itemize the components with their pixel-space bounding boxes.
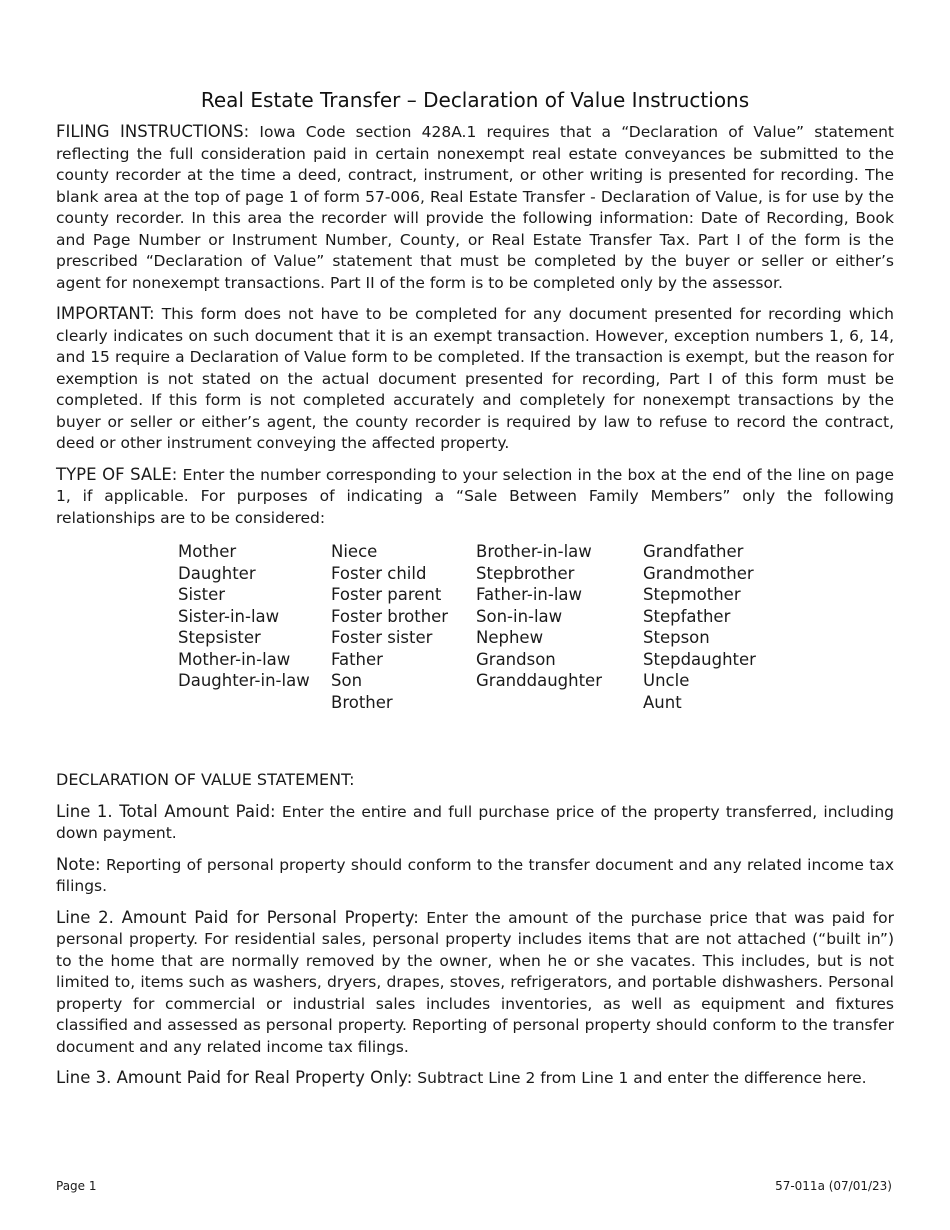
relationship-item: Foster parent — [331, 585, 442, 604]
relationships-column-4 — [643, 541, 756, 713]
relationship-item: Sister — [178, 585, 226, 604]
relationship-item: Grandmother — [643, 563, 754, 583]
note-paragraph — [56, 854, 894, 898]
relationship-item: Stepdaughter — [643, 649, 756, 669]
relationship-item: Stepbrother — [476, 563, 575, 583]
relationships-table — [178, 541, 894, 711]
relationship-item: Stepson — [643, 628, 710, 647]
line-2-label: Line 2. Amount Paid for Personal Property: — [56, 907, 419, 927]
relationship-item: Foster child — [331, 563, 427, 583]
relationship-item: Brother — [331, 692, 393, 712]
relationship-item: Brother-in-law — [476, 542, 592, 561]
relationship-item: Stepmother — [643, 585, 741, 604]
relationship-item: Niece — [331, 542, 378, 561]
relationship-item: Foster brother — [331, 606, 449, 626]
note-label: Note: — [56, 854, 101, 874]
document-page — [56, 88, 894, 1099]
relationship-item: Foster sister — [331, 628, 433, 647]
page-title: Real Estate Transfer – Declaration of Value Instructions — [200, 88, 750, 112]
relationship-item: Father-in-law — [476, 585, 583, 604]
relationship-item: Aunt — [643, 692, 682, 712]
line-3-label: Line 3. Amount Paid for Real Property Only: — [56, 1068, 413, 1087]
line-3-paragraph — [56, 1067, 894, 1090]
relationships-column-3 — [476, 541, 602, 692]
relationship-item: Grandfather — [643, 542, 744, 561]
note-text: Reporting of personal property should conform to the transfer document and any related income tax filings. — [56, 855, 894, 895]
important-text: This form does not have to be completed for any document presented for recording which clearly indicates on such document that it is an exempt transaction. However, exception numbers 1, 6, 14, and 15 require a Declaration of Value form to be completed. If the transaction is exempt, but the reason for exemption is not stated on the actual document presented for recording, Part I of this form must be completed. If this form is not completed accurately and completely for nonexempt transactions by the buyer or seller or either’s agent, the county recorder is required by law to refuse to record the contract, deed or other instrument conveying the affected property. — [56, 305, 894, 452]
type-of-sale-paragraph — [56, 464, 894, 530]
relationship-item: Daughter-in-law — [178, 671, 310, 690]
relationship-item: Son-in-law — [476, 606, 563, 626]
line-1-paragraph — [56, 801, 894, 845]
line-3-text: Subtract Line 2 from Line 1 and enter the difference here. — [417, 1069, 867, 1087]
line-1-text: Enter the entire and full purchase price of the property transferred, including down payment. — [56, 802, 895, 842]
line-1-label: Line 1. Total Amount Paid: — [56, 801, 276, 821]
page-number: Page 1 — [56, 1179, 97, 1193]
line-2-text: Enter the amount of the purchase price that was paid for personal property. For residential sales, personal property includes items that are not attached (“built in”) to the home that are normally removed by the owner, when he or she vacates. This includes, but is not limited to, items such as washers, dryers, drapes, stoves, refrigerators, and portable dishwashers. Personal property for commercial or industrial sales includes inventories, as well as equipment and fixtures classified and assessed as personal property. Reporting of personal property should conform to the transfer document and any related income tax filings. — [56, 908, 894, 1056]
important-paragraph — [56, 303, 894, 455]
relationship-item: Father — [331, 649, 383, 669]
relationship-item: Granddaughter — [476, 671, 602, 690]
relationship-item: Uncle — [643, 671, 690, 690]
form-id: 57-011a (07/01/23) — [775, 1179, 892, 1193]
type-of-sale-label: TYPE OF SALE: — [56, 464, 178, 484]
relationships-column-2 — [331, 541, 448, 713]
filing-label: FILING INSTRUCTIONS: — [56, 122, 250, 141]
relationship-item: Grandson — [476, 649, 556, 669]
filing-text: Iowa Code section 428A.1 requires that a “Declaration of Value” statement reflecting the full consideration paid in certain nonexempt real estate conveyances be submitted to the county recorder at the time a deed, contract, instrument, or other writing is presented for recording. The blank area at the top of page 1 of form 57-006, Real Estate Transfer - Declaration of Value, is for use by the county recorder. In this area the recorder will provide the following information: Date of Recording, Book and Page Number or Instrument Number, County, or Real Estate Transfer Tax. Part I of the form is the prescribed “Declaration of Value” statement that must be completed by the buyer or seller or either’s agent for nonexempt transactions. Part II of the form is to be completed only by the assessor. — [56, 123, 895, 292]
relationship-item: Nephew — [476, 628, 544, 647]
filing-instructions — [56, 121, 894, 294]
relationship-item: Stepfather — [643, 606, 731, 626]
relationship-item: Mother-in-law — [178, 649, 291, 669]
type-of-sale-text: Enter the number corresponding to your selection in the box at the end of the line on page 1, if applicable. For purposes of indicating a “Sale Between Family Members” only the following relationships are to be considered: — [56, 465, 894, 527]
relationships-column-1 — [178, 541, 310, 692]
important-label: IMPORTANT: — [56, 304, 155, 323]
relationship-item: Stepsister — [178, 628, 261, 647]
relationship-item: Daughter — [178, 563, 256, 583]
relationship-item: Son — [331, 671, 363, 690]
statement-heading: DECLARATION OF VALUE STATEMENT: — [56, 770, 355, 789]
relationship-item: Mother — [178, 542, 237, 561]
relationship-item: Sister-in-law — [178, 606, 280, 626]
line-2-paragraph — [56, 907, 894, 1059]
